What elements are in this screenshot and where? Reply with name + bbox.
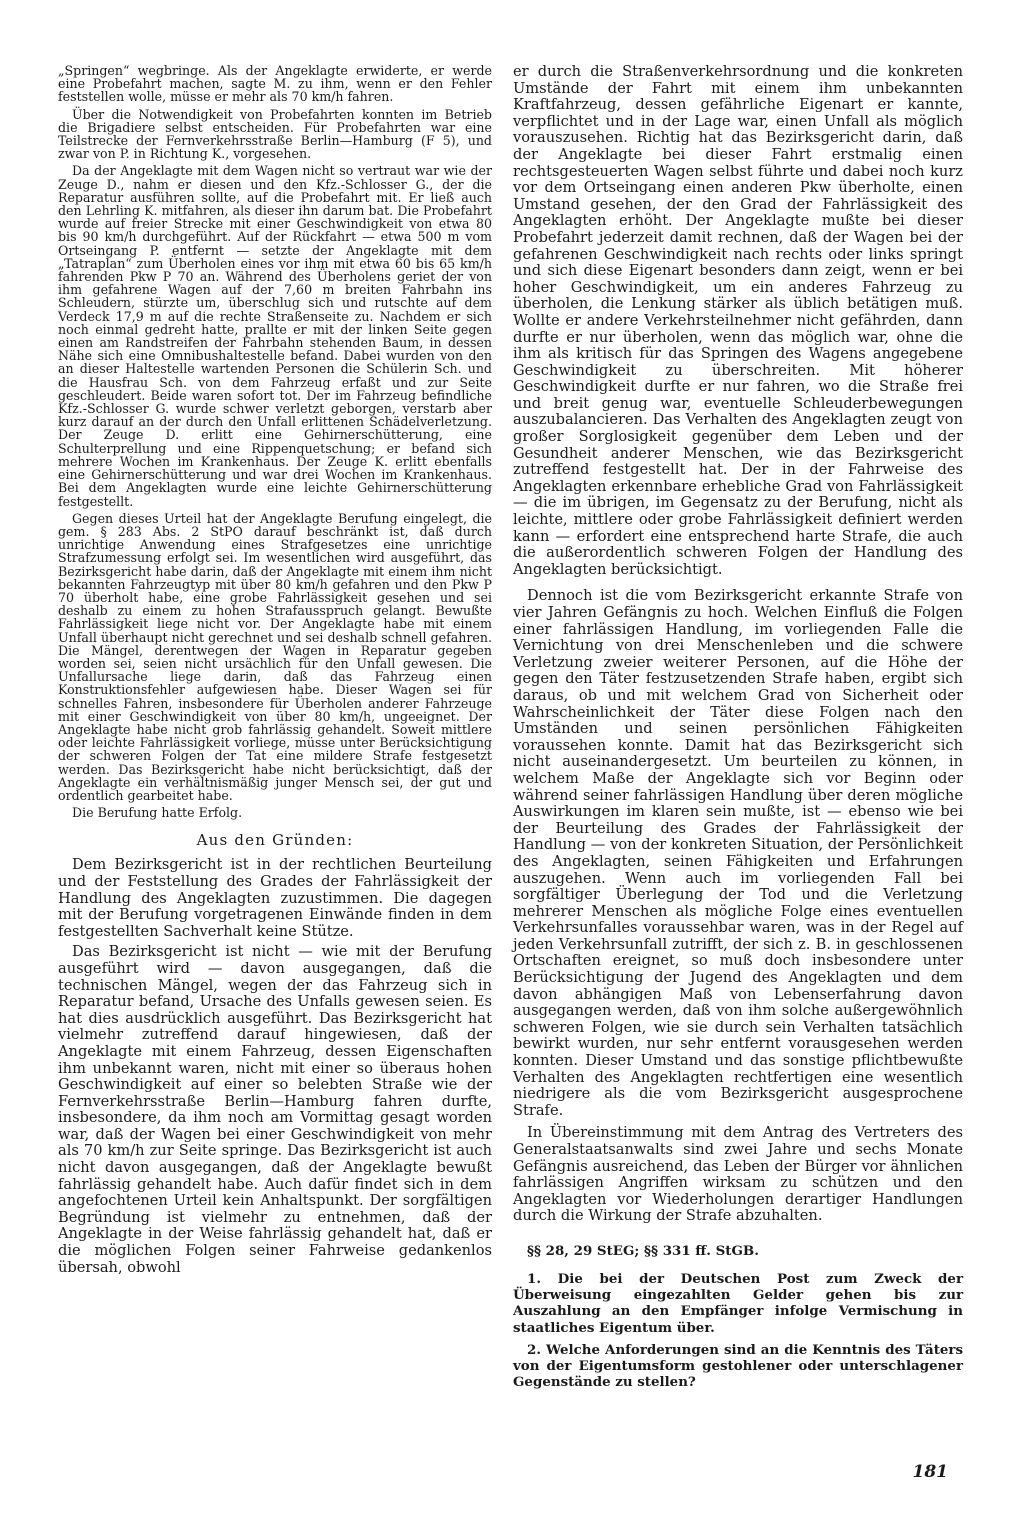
- headnote: 2. Welche Anforderungen sind an die Kenntnis des Täters von der Eigentumsform gestohlener oder unterschlagener Gegenstände zu stellen?: [513, 1341, 963, 1391]
- facts-paragraph: Da der Angeklagte mit dem Wagen nicht so vertraut war wie der Zeuge D., nahm er diesen und den Kfz.-Schlosser G., der die Reparatur ausführen sollte, auf die Probefahrt mit. Er ließ auch den Lehrling K. mitfahren, als dieser ihn darum bat. Die Probefahrt wurde auf freier Strecke mit einer Geschwindigkeit von etwa 80 bis 90 km/h durchgeführt. Auf der Rückfahrt — etwa 500 m vom Ortseingang P. entfernt — setzte der Angeklagte mit dem „Tatraplan“ zum Überholen eines vor ihm mit etwa 60 bis 65 km/h fahrenden Pkw P 70 an. Während des Überholens geriet der von ihm gefahrene Wagen auf der 7,60 m breiten Fahrbahn ins Schleudern, stürzte um, überschlug sich und rutschte auf dem Verdeck 17,9 m auf die rechte Straßenseite zu. Nachdem er sich noch einmal gedreht hatte, prallte er mit der linken Seite gegen einen am Randstreifen der Fahrbahn stehenden Baum, in dessen Nähe sich eine Omnibushaltestelle befand. Dabei wurden von den an dieser Haltestelle wartenden Personen die Schülerin Sch. und die Hausfrau Sch. von dem Fahrzeug erfaßt und zur Seite geschleudert. Beide waren sofort tot. Der im Fahrzeug befindliche Kfz.-Schlosser G. wurde schwer verletzt geborgen, verstarb aber kurz darauf an der durch den Unfall erlittenen Schädelverletzung. Der Zeuge D. erlitt eine Gehirnerschütterung, eine Schulterprellung und eine Rippenquetschung; er befand sich mehrere Wochen im Krankenhaus. Der Zeuge K. erlitt ebenfalls eine Gehirnerschütterung und war drei Wochen im Krankenhaus. Bei dem Angeklagten wurde eine leichte Gehirnerschütterung festgestellt.: [58, 163, 492, 509]
- headnote: 1. Die bei der Deutschen Post zum Zweck der Überweisung eingezahlten Gelder gehen bis zur Auszahlung an den Empfänger infolge Vermischung in staatliches Eigentum über.: [513, 1270, 963, 1336]
- left-column: [58, 64, 492, 1280]
- reasons-paragraph: Dem Bezirksgericht ist in der rechtlichen Beurteilung und der Feststellung des Grades der Fahrlässigkeit der Handlung des Angeklagten zuzustimmen. Die dagegen mit der Berufung vorgetragenen Einwände finden in dem festgestellten Sachverhalt keine Stütze.: [58, 856, 492, 940]
- right-column: [513, 64, 963, 1396]
- reasons-section: [58, 857, 492, 1276]
- reasons-continuation: [513, 64, 963, 1225]
- reasons-paragraph: er durch die Straßenverkehrsordnung und die konkreten Umstände der Fahrt mit einem ihm unbekannten Kraftfahrzeug, dessen gefährliche Eigenart er kannte, verpflichtet und in der Lage war, einen Unfall als möglich vorauszusehen. Richtig hat das Bezirksgericht darin, daß der Angeklagte bei dieser Fahrt erstmalig einen rechtsgesteuerten Wagen selbst führte und dabei noch kurz vor dem Ortseingang einen anderen Pkw überholte, einen Umstand gesehen, der den Grad der Fahrlässigkeit des Angeklagten erhöht. Der Angeklagte mußte bei dieser Probefahrt jederzeit damit rechnen, daß der Wagen bei der gefahrenen Geschwindigkeit nach rechts oder links springt und sich diese Eigenart besonders dann zeigt, wenn er bei hoher Geschwindigkeit, um ein anderes Fahrzeug zu überholen, die Lenkung stärker als üblich betätigen muß. Wollte er andere Verkehrsteilnehmer nicht gefährden, dann durfte er nur überholen, wenn das möglich war, ohne die ihm als kritisch für das Springen des Wagens angegebene Geschwindigkeit zu überschreiten. Mit höherer Geschwindigkeit durfte er nur fahren, wo die Straße frei und breit genug war, eventuelle Schleuderbewegungen auszubalancieren. Das Verhalten des Angeklagten zeugt von großer Sorglosigkeit gegenüber dem Leben und der Gesundheit anderer Menschen, wie das Bezirksgericht zutreffend festgestellt hat. Der in der Fahrweise des Angeklagten erkennbare erhebliche Grad von Fahrlässigkeit — die im übrigen, im Gegensatz zu der Berufung, nicht als leichte, mittlere oder grobe Fahrlässigkeit definiert werden kann — erfordert eine entsprechend harte Strafe, die auch die außerordentlich schweren Folgen der Handlung des Angeklagten berücksichtigt.: [513, 63, 963, 578]
- reasons-heading: Aus den Gründen:: [196, 831, 354, 850]
- reasons-paragraph: In Übereinstimmung mit dem Antrag des Vertreters des Generalstaatsanwalts sind zwei Jahre und sechs Monate Gefängnis ausreichend, das Leben der Bürger vor ähnlichen fahrlässigen Angriffen wirksam zu schützen und den Angeklagten vor Wiederholungen derartiger Handlungen durch die Wirkung der Strafe abzuhalten.: [513, 1124, 963, 1225]
- facts-paragraph: Gegen dieses Urteil hat der Angeklagte Berufung eingelegt, die gem. § 283 Abs. 2 StPO darauf beschränkt ist, daß durch unrichtige Anwendung eines Strafgesetzes eine unrichtige Strafzumessung erfolgt sei. Im wesentlichen wird ausgeführt, das Bezirksgericht habe darin, daß der Angeklagte mit einem ihm nicht bekannten Fahrzeugtyp mit über 80 km/h gefahren und den Pkw P 70 überholt habe, eine grobe Fahrlässigkeit gesehen und sei deshalb zu einem zu hohen Strafausspruch gelangt. Bewußte Fahrlässigkeit liege nicht vor. Der Angeklagte habe mit einem Unfall überhaupt nicht gerechnet und sei deshalb schnell gefahren. Die Mängel, derentwegen der Wagen in Reparatur gegeben worden sei, seien nicht ursächlich für den Unfall gewesen. Die Unfallursache liege darin, daß das Fahrzeug einen Konstruktionsfehler aufgewiesen habe. Dieser Wagen sei für schnelles Fahren, insbesondere für Überholen anderer Fahrzeuge mit einer Geschwindigkeit von über 80 km/h, ungeeignet. Der Angeklagte habe nicht grob fahrlässig gehandelt. Soweit mittlere oder leichte Fahrlässigkeit vorliege, müsse unter Berücksichtigung der schweren Folgen der Tat eine mildere Strafe festgesetzt werden. Das Bezirksgericht habe nicht berücksichtigt, daß der Angeklagte ein verhältnismäßig junger Mensch sei, der gut und ordentlich gearbeitet habe.: [58, 510, 492, 803]
- facts-section: [58, 64, 492, 819]
- statute-citation: §§ 28, 29 StEG; §§ 331 ff. StGB.: [527, 1242, 759, 1259]
- reasons-paragraph: Dennoch ist die vom Bezirksgericht erkannte Strafe von vier Jahren Gefängnis zu hoch. Welchen Einfluß die Folgen einer fahrlässigen Handlung, im vorliegenden Falle die Vernichtung von drei Menschenleben und die schwere Verletzung zweier weiterer Personen, auf die Höhe der gegen den Täter festzusetzenden Strafe haben, ergibt sich daraus, ob und mit welchem Grad von Sicherheit oder Wahrscheinlichkeit der Täter diese Folgen nach den Umständen und seinen persönlichen Fähigkeiten voraussehen konnte. Damit hat das Bezirksgericht sich nicht auseinandergesetzt. Um beurteilen zu können, in welchem Maße der Angeklagte sich vor Beginn oder während seiner fahrlässigen Handlung über deren mögliche Auswirkungen im klaren sein mußte, ist — ebenso wie bei der Beurteilung des Grades der Fahrlässigkeit der Handlung — von der konkreten Situation, der Persönlichkeit des Angeklagten, seinen Fähigkeiten und Erfahrungen auszugehen. Wenn auch im vorliegenden Fall bei sorgfältiger Überlegung der Tod und die Verletzung mehrerer Menschen als mögliche Folge eines eventuellen Verkehrsunfalles voraussehbar waren, was in der Regel auf jeden Verkehrsunfall zutrifft, der sich z. B. in geschlossenen Ortschaften ereignet, so muß doch insbesondere unter Berücksichtigung der Jugend des Angeklagten und dem davon abhängigen Maß von Lebenserfahrung davon ausgegangen werden, daß von ihm solche außergewöhnlich schweren Folgen, wie sie durch sein Verhalten tatsächlich bewirkt wurden, nur sehr entfernt vorausgesehen werden konnten. Dieser Umstand und das sonstige pflichtbewußte Verhalten des Angeklagten rechtfertigen eine wesentlich niedrigere als die vom Bezirksgericht ausgesprochene Strafe.: [513, 587, 963, 1119]
- facts-paragraph: Über die Notwendigkeit von Probefahrten konnten im Betrieb die Brigadiere selbst entscheiden. Für Probefahrten war eine Teilstrecke der Fernverkehrsstraße Berlin—Hamburg (F 5), und zwar von P. in Richtung K., vorgesehen.: [58, 106, 492, 162]
- reasons-paragraph: Das Bezirksgericht ist nicht — wie mit der Berufung ausgeführt wird — davon ausgegangen, daß die technischen Mängel, wegen der das Fahrzeug sich in Reparatur befand, Ursache des Unfalls gewesen seien. Es hat dies ausdrücklich ausgeführt. Das Bezirksgericht hat vielmehr zutreffend darauf hingewiesen, daß der Angeklagte mit einem Fahrzeug, dessen Eigenschaften ihm unbekannt waren, nicht mit einer so überaus hohen Geschwindigkeit auf einer so belebten Straße wie der Fernverkehrsstraße Berlin—Hamburg fahren durfte, insbesondere, da ihm noch am Vormittag gesagt worden war, daß der Wagen bei einer Geschwindigkeit von mehr als 70 km/h zur Seite springe. Das Bezirksgericht ist auch nicht davon ausgegangen, daß der Angeklagte bewußt fahrlässig gehandelt habe. Auch dafür findet sich in dem angefochtenen Urteil kein Anhaltspunkt. Der sorgfältigen Begründung ist vielmehr zu entnehmen, daß der Angeklagte in der Weise fahrlässig gehandelt hat, daß er die möglichen Folgen seiner Fahrweise gedankenlos übersah, obwohl: [58, 943, 492, 1276]
- page-number: 181: [912, 1462, 948, 1482]
- facts-paragraph: Die Berufung hatte Erfolg.: [72, 805, 243, 821]
- facts-paragraph: „Springen“ wegbringe. Als der Angeklagte erwiderte, er werde eine Probefahrt machen, sagte M. zu ihm, wenn er den Fehler feststellen wolle, müsse er mehr als 70 km/h fahren.: [58, 63, 492, 105]
